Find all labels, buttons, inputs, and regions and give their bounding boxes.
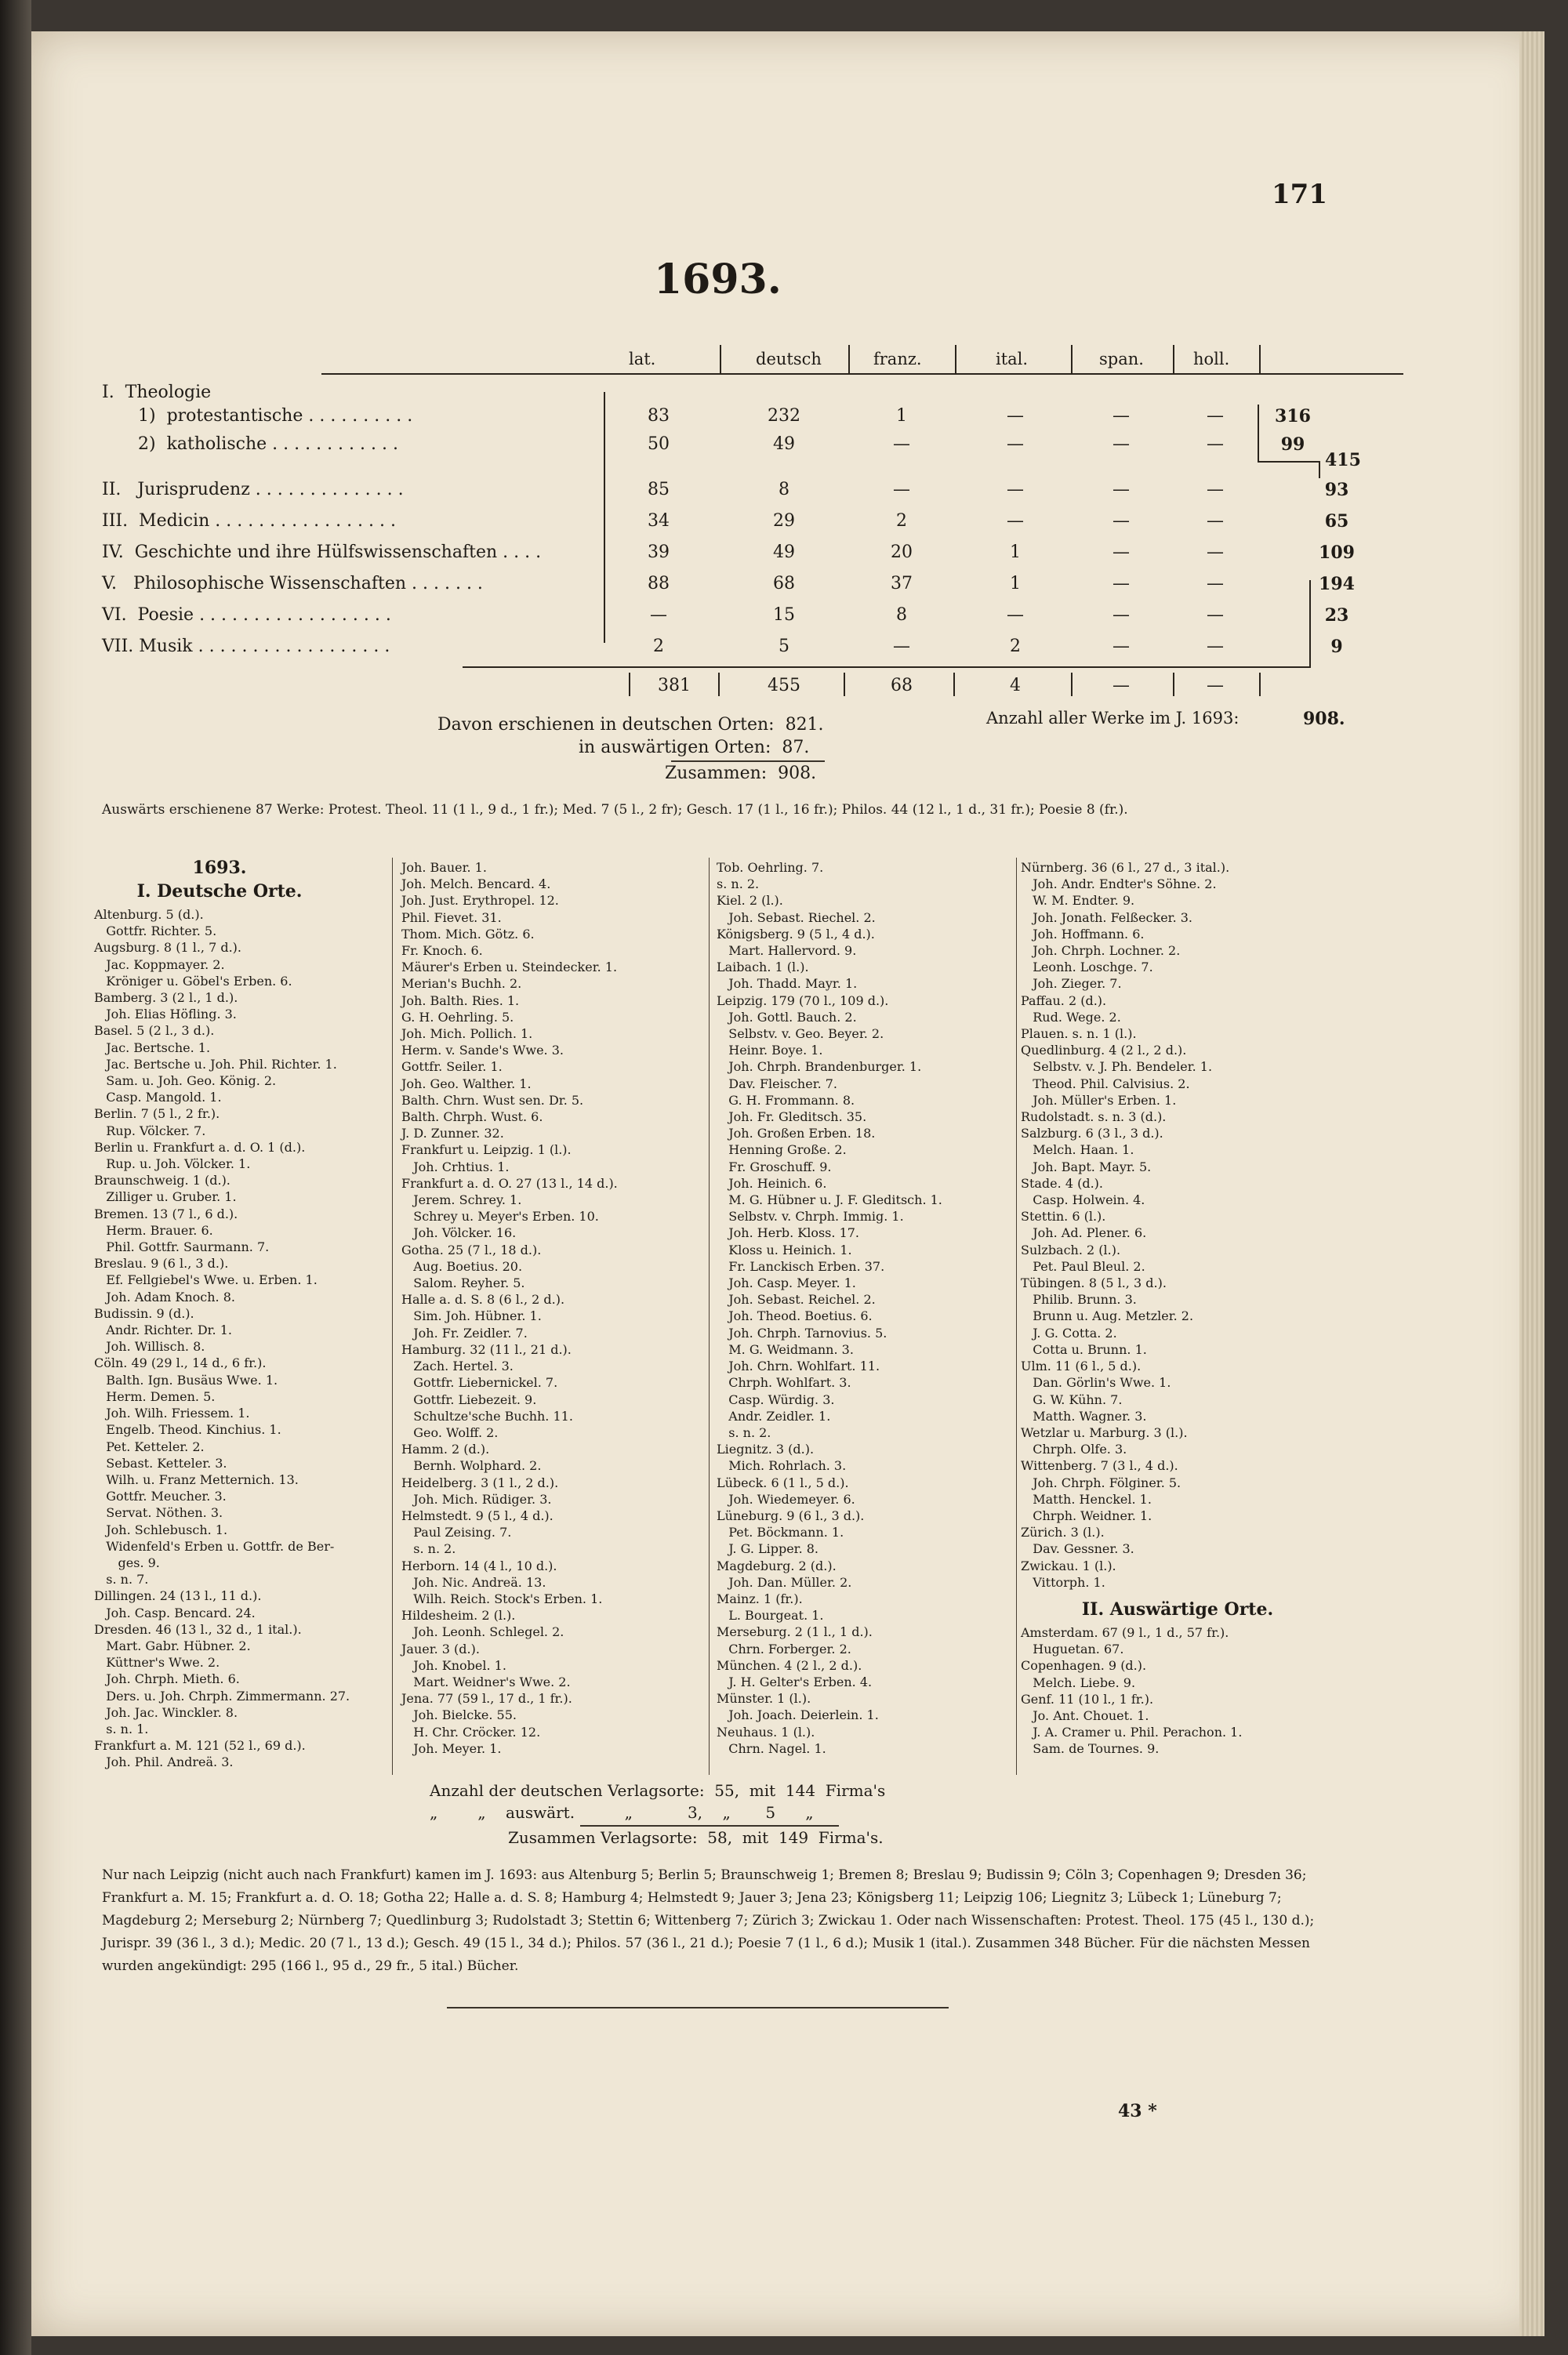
list-item: Mart. Weidner's Wwe. 2.	[401, 1674, 571, 1689]
total-works-value: 908.	[1303, 709, 1345, 729]
list-item: Wittenberg. 7 (3 l., 4 d.).	[1021, 1458, 1178, 1474]
list-item: Joh. Chrph. Fölginer. 5.	[1021, 1475, 1181, 1490]
list-item: Augsburg. 8 (1 l., 7 d.).	[94, 940, 241, 956]
list-item: Joh. Gottl. Bauch. 2.	[717, 1009, 857, 1025]
list-item: Joh. Fr. Gleditsch. 35.	[717, 1109, 867, 1125]
list-item: Herm. Brauer. 6.	[94, 1222, 213, 1238]
list-item: Gottfr. Richter. 5.	[94, 923, 217, 939]
list-item: Joh. Bapt. Mayr. 5.	[1021, 1159, 1152, 1174]
publishers-summary-3: Zusammen Verlagsorte: 58, mit 149 Firma's.	[508, 1828, 884, 1847]
list-item: Mainz. 1 (fr.).	[717, 1591, 803, 1606]
list-item: Zilliger u. Gruber. 1.	[94, 1189, 237, 1205]
list-item: Joh. Chrph. Lochner. 2.	[1021, 943, 1181, 959]
list-item: Bremen. 13 (7 l., 6 d.).	[94, 1206, 238, 1221]
list-item: Breslau. 9 (6 l., 3 d.).	[94, 1256, 229, 1272]
list-item: Joh. Herb. Kloss. 17.	[717, 1225, 860, 1241]
book-gutter	[0, 0, 31, 2355]
list-item: Berlin u. Frankfurt a. d. O. 1 (d.).	[94, 1139, 306, 1155]
list-item: Cöln. 49 (29 l., 14 d., 6 fr.).	[94, 1355, 267, 1371]
list-item: Schultze'sche Buchh. 11.	[401, 1408, 573, 1424]
list-item: Magdeburg. 2 (d.).	[717, 1558, 837, 1573]
table-row: 1) protestantische . . . . . . . . . . 83 232 1 — — — 316	[138, 406, 1311, 426]
list-item: Dav. Fleischer. 7.	[717, 1076, 838, 1091]
list-item: Königsberg. 9 (5 l., 4 d.).	[717, 926, 875, 942]
list-item: Quedlinburg. 4 (2 l., 2 d.).	[1021, 1043, 1187, 1058]
list-item: J. G. Cotta. 2.	[1021, 1325, 1117, 1341]
list-item: Joh. Jac. Winckler. 8.	[94, 1704, 238, 1720]
list-item: Melch. Haan. 1.	[1021, 1142, 1134, 1158]
table-row: IV. Geschichte und ihre Hülfswissenschaften . . . . 39 49 20 1 — — 109	[102, 542, 1355, 563]
list-item: Münster. 1 (l.).	[717, 1691, 811, 1707]
list-item: Servat. Nöthen. 3.	[94, 1505, 223, 1521]
list-item: G. H. Oehrling. 5.	[401, 1009, 514, 1025]
list-item: Genf. 11 (10 l., 1 fr.).	[1021, 1691, 1154, 1707]
list-item: Geo. Wolff. 2.	[401, 1424, 499, 1440]
list-item: Stade. 4 (d.).	[1021, 1175, 1103, 1191]
list-item: Tübingen. 8 (5 l., 3 d.).	[1021, 1275, 1167, 1291]
list-item: Joh. Sebast. Riechel. 2.	[717, 909, 876, 925]
list-item: Plauen. s. n. 1 (l.).	[1021, 1026, 1137, 1042]
table-row: VI. Poesie . . . . . . . . . . . . . . . . . . — 15 8 — — — 23	[102, 605, 1349, 626]
list-item: Ders. u. Joh. Chrph. Zimmermann. 27.	[94, 1688, 350, 1704]
list-item: J. G. Lipper. 8.	[717, 1541, 819, 1557]
list-item: Paul Zeising. 7.	[401, 1525, 512, 1540]
list-item: Frankfurt a. d. O. 27 (13 l., 14 d.).	[401, 1175, 618, 1191]
list-item: Balth. Chrph. Wust. 6.	[401, 1109, 543, 1125]
list-item: Ulm. 11 (6 l., 5 d.).	[1021, 1359, 1142, 1374]
list-item: Joh. Chrph. Mieth. 6.	[94, 1671, 240, 1687]
publishers-summary-2: „ „ auswärt. „ 3, „ 5 „	[430, 1803, 814, 1822]
list-item: Laibach. 1 (l.).	[717, 960, 809, 975]
list-item: Joh. Chrph. Brandenburger. 1.	[717, 1059, 922, 1075]
list-item: Philib. Brunn. 3.	[1021, 1292, 1137, 1308]
list-item: Tob. Oehrling. 7.	[717, 860, 824, 875]
page-number: 171	[1272, 179, 1327, 210]
signature-mark: 43 *	[1118, 2101, 1157, 2121]
list-item: Joh. Ad. Plener. 6.	[1021, 1225, 1147, 1241]
list-item: Fr. Knoch. 6.	[401, 943, 483, 959]
list-item: Nürnberg. 36 (6 l., 27 d., 3 ital.).	[1021, 860, 1230, 875]
list-item: Heinr. Boye. 1.	[717, 1043, 823, 1058]
list-item: M. G. Weidmann. 3.	[717, 1341, 854, 1357]
list-item: Pet. Paul Bleul. 2.	[1021, 1258, 1145, 1274]
summary-line-3: Zusammen: 908.	[665, 764, 817, 783]
list-item: s. n. 2.	[717, 876, 760, 892]
table-row: III. Medicin . . . . . . . . . . . . . . . . . 34 29 2 — — — 65	[102, 511, 1349, 532]
list-item: Chrph. Olfe. 3.	[1021, 1442, 1127, 1457]
column-1	[94, 906, 350, 1771]
list-item: Joh. Melch. Bencard. 4.	[401, 876, 551, 892]
list-item: Halle a. d. S. 8 (6 l., 2 d.).	[401, 1292, 565, 1308]
list-item: s. n. 2.	[401, 1541, 456, 1557]
list-item: Heidelberg. 3 (1 l., 2 d.).	[401, 1475, 559, 1490]
bottom-rule	[447, 2007, 949, 2008]
list-item: Joh. Casp. Meyer. 1.	[717, 1275, 856, 1291]
list-item: G. H. Frommann. 8.	[717, 1092, 855, 1108]
list-item: Joh. Müller's Erben. 1.	[1021, 1092, 1177, 1108]
list-item: Joh. Phil. Andreä. 3.	[94, 1754, 234, 1770]
list-item: Gotha. 25 (7 l., 18 d.).	[401, 1242, 542, 1257]
list-item: Joh. Leonh. Schlegel. 2.	[401, 1624, 564, 1640]
list-item: Stettin. 6 (l.).	[1021, 1209, 1106, 1225]
column-header-deutsch: deutsch	[756, 350, 822, 368]
list-item: Joh. Schlebusch. 1.	[94, 1522, 228, 1537]
list-item: Jac. Koppmayer. 2.	[94, 956, 225, 972]
list-item: Rup. u. Joh. Völcker. 1.	[94, 1156, 251, 1172]
list-item: Kiel. 2 (l.).	[717, 893, 783, 909]
list-item: Engelb. Theod. Kinchius. 1.	[94, 1422, 281, 1438]
list-item: Mart. Gabr. Hübner. 2.	[94, 1638, 251, 1653]
list-item: Chrph. Weidner. 1.	[1021, 1508, 1152, 1523]
list-item: Selbstv. v. Geo. Beyer. 2.	[717, 1026, 884, 1042]
list-item: s. n. 7.	[94, 1572, 149, 1588]
list-item: Mäurer's Erben u. Steindecker. 1.	[401, 960, 618, 975]
list-item: Joh. Adam Knoch. 8.	[94, 1289, 235, 1305]
list-item: Basel. 5 (2 l., 3 d.).	[94, 1023, 215, 1039]
total-works-label: Anzahl aller Werke im J. 1693:	[986, 709, 1240, 728]
list-item: Sam. u. Joh. Geo. König. 2.	[94, 1073, 277, 1089]
list-item: W. M. Endter. 9.	[1021, 893, 1135, 909]
section-theologie: I. Theologie	[102, 383, 212, 402]
list-item: M. G. Hübner u. J. F. Gleditsch. 1.	[717, 1192, 942, 1208]
list-item: Wilh. Reich. Stock's Erben. 1.	[401, 1591, 603, 1606]
list-item: München. 4 (2 l., 2 d.).	[717, 1657, 862, 1673]
list-item: H. Chr. Cröcker. 12.	[401, 1724, 541, 1740]
list-item: Joh. Knobel. 1.	[401, 1657, 506, 1673]
list-item: Huguetan. 67.	[1021, 1642, 1124, 1657]
list-item: Joh. Meyer. 1.	[401, 1740, 502, 1756]
list-item: Matth. Wagner. 3.	[1021, 1408, 1147, 1424]
list-item: Kloss u. Heinich. 1.	[717, 1242, 852, 1257]
list-item: Joh. Thadd. Mayr. 1.	[717, 976, 858, 992]
list-item: Phil. Fievet. 31.	[401, 909, 502, 925]
list-item: Cotta u. Brunn. 1.	[1021, 1341, 1147, 1357]
list-item: Chrph. Wohlfart. 3.	[717, 1375, 851, 1391]
list-item: Hildesheim. 2 (l.).	[401, 1608, 516, 1624]
list-item: Joh. Theod. Boetius. 6.	[717, 1308, 873, 1324]
column4-heading-foreign: II. Auswärtige Orte.	[1081, 1599, 1274, 1620]
list-item: Zach. Hertel. 3.	[401, 1359, 514, 1374]
list-item: Joh. Völcker. 16.	[401, 1225, 517, 1241]
list-item: Leipzig. 179 (70 l., 109 d.).	[717, 992, 889, 1008]
foreign-works-note: Auswärts erschienene 87 Werke: Protest. Theol. 11 (1 l., 9 d., 1 fr.); Med. 7 (5 l., 2 fr); Gesch. 17 (1 l., 16 fr.); Philos. 44 (12 l., 1 d., 31 fr.); Poesie 8 (fr.).	[102, 802, 1128, 818]
list-item: Joh. Andr. Endter's Söhne. 2.	[1021, 876, 1217, 892]
column-4	[1021, 859, 1229, 1591]
list-item: Joh. Jonath. Felßecker. 3.	[1021, 909, 1192, 925]
list-item: Phil. Gottfr. Saurmann. 7.	[94, 1239, 270, 1255]
list-item: G. W. Kühn. 7.	[1021, 1392, 1123, 1407]
list-item: Altenburg. 5 (d.).	[94, 907, 204, 922]
list-item: Liegnitz. 3 (d.).	[717, 1442, 815, 1457]
list-item: Vittorph. 1.	[1021, 1574, 1105, 1590]
list-item: Mich. Rohrlach. 3.	[717, 1458, 847, 1474]
list-item: Jo. Ant. Chouet. 1.	[1021, 1708, 1149, 1724]
list-item: Joh. Bielcke. 55.	[401, 1707, 517, 1723]
list-item: Leonh. Loschge. 7.	[1021, 960, 1153, 975]
list-item: Rup. Völcker. 7.	[94, 1123, 206, 1138]
list-item: Melch. Liebe. 9.	[1021, 1675, 1136, 1690]
list-item: Ef. Fellgiebel's Wwe. u. Erben. 1.	[94, 1272, 318, 1288]
list-item: Hamm. 2 (d.).	[401, 1442, 490, 1457]
list-item: Thom. Mich. Götz. 6.	[401, 926, 535, 942]
list-item: Andr. Zeidler. 1.	[717, 1408, 831, 1424]
list-item: Salom. Reyher. 5.	[401, 1275, 525, 1291]
list-item: Casp. Würdig. 3.	[717, 1392, 835, 1407]
table-row: 2) katholische . . . . . . . . . . . . 50 49 — — — — 99	[138, 434, 1305, 455]
list-item: Balth. Ign. Busäus Wwe. 1.	[94, 1372, 278, 1388]
list-item: Rud. Wege. 2.	[1021, 1009, 1121, 1025]
list-item: Gottfr. Meucher. 3.	[94, 1489, 227, 1504]
list-item: Joh. Chrph. Tarnovius. 5.	[717, 1325, 887, 1341]
list-item: Salzburg. 6 (3 l., 3 d.).	[1021, 1126, 1163, 1141]
list-item: Selbstv. v. Chrph. Immig. 1.	[717, 1209, 904, 1225]
list-item: Jauer. 3 (d.).	[401, 1641, 480, 1656]
column1-year: 1693.	[192, 858, 247, 878]
list-item: Joh. Joach. Deierlein. 1.	[717, 1707, 879, 1723]
list-item: Herm. Demen. 5.	[94, 1388, 216, 1404]
year-heading: 1693.	[654, 256, 782, 303]
list-item: Joh. Mich. Rüdiger. 3.	[401, 1491, 552, 1507]
list-item: Dan. Görlin's Wwe. 1.	[1021, 1375, 1171, 1391]
list-item: Mart. Hallervord. 9.	[717, 943, 857, 959]
list-item: Andr. Richter. Dr. 1.	[94, 1323, 232, 1338]
list-item: Dresden. 46 (13 l., 32 d., 1 ital.).	[94, 1621, 302, 1637]
list-item: Merseburg. 2 (1 l., 1 d.).	[717, 1624, 873, 1640]
list-item: Henning Große. 2.	[717, 1142, 847, 1158]
list-item: Pet. Ketteler. 2.	[94, 1439, 205, 1454]
list-item: Hamburg. 32 (11 l., 21 d.).	[401, 1341, 572, 1357]
list-item: Joh. Großen Erben. 18.	[717, 1126, 876, 1141]
list-item: Joh. Nic. Andreä. 13.	[401, 1574, 546, 1590]
list-item: Herm. v. Sande's Wwe. 3.	[401, 1043, 564, 1058]
list-item: ges. 9.	[94, 1555, 160, 1570]
list-item: Frankfurt u. Leipzig. 1 (l.).	[401, 1142, 572, 1158]
list-item: Jerem. Schrey. 1.	[401, 1192, 522, 1208]
totals-row: 381 455 68 4 — —	[102, 676, 1356, 704]
column-2	[401, 859, 618, 1757]
list-item: Joh. Bauer. 1.	[401, 860, 487, 875]
table-row: II. Jurisprudenz . . . . . . . . . . . . . . 85 8 — — — — 93	[102, 480, 1349, 500]
list-item: Joh. Fr. Zeidler. 7.	[401, 1325, 528, 1341]
list-item: Budissin. 9 (d.).	[94, 1305, 194, 1321]
column1-heading: I. Deutsche Orte.	[136, 881, 303, 902]
column-header-lat: lat.	[629, 350, 656, 368]
list-item: Joh. Willisch. 8.	[94, 1339, 205, 1355]
list-item: Chrn. Nagel. 1.	[717, 1740, 826, 1756]
list-item: Joh. Zieger. 7.	[1021, 976, 1122, 992]
list-item: Sim. Joh. Hübner. 1.	[401, 1308, 542, 1324]
leipzig-footnote: Nur nach Leipzig (nicht auch nach Frankfurt) kamen im J. 1693: aus Altenburg 5; Berlin 5; Braunschweig 1; Bremen 8; Breslau 9; Budissin 9; Cöln 3; Copenhagen 9; Dresden 36; Frankfurt a. M. 15; Frankfurt a. d. O. 18; Gotha 22; Halle a. d. S. 8; Hamburg 4; Helmstedt 9; Jauer 3; Jena 23; Königsberg 11; Leipzig 106; Liegnitz 3; Lübeck 1; Lüneburg 7; Magdeburg 2; Merseburg 2; Nürnberg 7; Quedlinburg 3; Rudolstadt 3; Stettin 6; Wittenberg 7; Zürich 3; Zwickau 1. Oder nach Wissenschaften: Protest. Theol. 175 (45 l., 130 d.); Jurispr. 39 (36 l., 3 d.); Medic. 20 (7 l., 13 d.); Gesch. 49 (15 l., 34 d.); Philos. 57 (36 l., 21 d.); Poesie 7 (1 l., 6 d.); Musik 1 (ital.). Zusammen 348 Bücher. Für die nächsten Messen wurden angekündigt: 295 (166 l., 95 d., 29 fr., 5 ital.) Bücher.	[102, 1867, 1315, 1974]
list-item: Balth. Chrn. Wust sen. Dr. 5.	[401, 1092, 584, 1108]
list-item: Brunn u. Aug. Metzler. 2.	[1021, 1308, 1194, 1324]
column-header-ital: ital.	[996, 350, 1029, 368]
list-item: J. D. Zunner. 32.	[401, 1126, 504, 1141]
list-item: Dillingen. 24 (13 l., 11 d.).	[94, 1588, 262, 1604]
list-item: Joh. Chrn. Wohlfart. 11.	[717, 1359, 880, 1374]
summary-line-1: Davon erschienen in deutschen Orten: 821.	[437, 715, 824, 735]
list-item: Widenfeld's Erben u. Gottfr. de Ber-	[94, 1538, 335, 1554]
table-top-rule	[321, 373, 1403, 375]
list-item: Neuhaus. 1 (l.).	[717, 1724, 815, 1740]
totals-rule	[463, 666, 1309, 668]
list-item: Joh. Elias Höfling. 3.	[94, 1007, 237, 1022]
list-item: s. n. 1.	[94, 1721, 149, 1736]
list-item: Joh. Casp. Bencard. 24.	[94, 1605, 256, 1620]
list-item: Küttner's Wwe. 2.	[94, 1655, 220, 1671]
list-item: Joh. Balth. Ries. 1.	[401, 992, 520, 1008]
list-item: Joh. Wilh. Friessem. 1.	[94, 1406, 250, 1421]
list-item: Gottfr. Liebernickel. 7.	[401, 1375, 558, 1391]
list-item: Sebast. Ketteler. 3.	[94, 1455, 227, 1471]
list-item: Wetzlar u. Marburg. 3 (l.).	[1021, 1424, 1188, 1440]
list-item: Matth. Henckel. 1.	[1021, 1491, 1152, 1507]
list-item: Gottfr. Liebezeit. 9.	[401, 1392, 537, 1407]
list-item: Fr. Lanckisch Erben. 37.	[717, 1258, 885, 1274]
list-item: Schrey u. Meyer's Erben. 10.	[401, 1209, 599, 1225]
list-item: Bamberg. 3 (2 l., 1 d.).	[94, 990, 238, 1006]
list-item: Joh. Sebast. Reichel. 2.	[717, 1292, 876, 1308]
list-item: Joh. Dan. Müller. 2.	[717, 1574, 852, 1590]
list-item: Bernh. Wolphard. 2.	[401, 1458, 542, 1474]
list-item: Dav. Gessner. 3.	[1021, 1541, 1134, 1557]
list-item: Jac. Bertsche. 1.	[94, 1040, 211, 1055]
list-item: Kröniger u. Göbel's Erben. 6.	[94, 973, 292, 989]
table-row: VII. Musik . . . . . . . . . . . . . . . . . . 2 5 — 2 — — 9	[102, 637, 1343, 657]
column-header-holl: holl.	[1193, 350, 1230, 368]
list-item: Amsterdam. 67 (9 l., 1 d., 57 fr.).	[1021, 1625, 1229, 1640]
list-item: Paffau. 2 (d.).	[1021, 992, 1107, 1008]
page-edge	[1519, 31, 1544, 2336]
list-item: Casp. Mangold. 1.	[94, 1090, 222, 1105]
list-item: Fr. Groschuff. 9.	[717, 1159, 832, 1174]
list-item: Aug. Boetius. 20.	[401, 1258, 523, 1274]
list-item: J. H. Gelter's Erben. 4.	[717, 1674, 873, 1689]
list-item: Joh. Mich. Pollich. 1.	[401, 1026, 533, 1042]
list-item: Joh. Just. Erythropel. 12.	[401, 893, 559, 909]
list-item: Joh. Heinich. 6.	[717, 1175, 827, 1191]
list-item: Sulzbach. 2 (l.).	[1021, 1242, 1121, 1257]
table-row: V. Philosophische Wissenschaften . . . . . . . 88 68 37 1 — — 194	[102, 574, 1355, 594]
list-item: Joh. Crhtius. 1.	[401, 1159, 510, 1174]
list-item: Helmstedt. 9 (5 l., 4 d.).	[401, 1508, 554, 1523]
list-item: Theod. Phil. Calvisius. 2.	[1021, 1076, 1190, 1091]
list-item: Berlin. 7 (5 l., 2 fr.).	[94, 1106, 220, 1122]
column-header-span: span.	[1099, 350, 1144, 368]
list-item: Braunschweig. 1 (d.).	[94, 1173, 230, 1188]
theology-total: 415	[1325, 450, 1361, 470]
list-item: J. A. Cramer u. Phil. Perachon. 1.	[1021, 1725, 1243, 1740]
list-item: Jac. Bertsche u. Joh. Phil. Richter. 1.	[94, 1056, 337, 1072]
list-item: Lüneburg. 9 (6 l., 3 d.).	[717, 1508, 865, 1523]
list-item: Copenhagen. 9 (d.).	[1021, 1658, 1147, 1674]
list-item: Joh. Hoffmann. 6.	[1021, 926, 1145, 942]
list-item: s. n. 2.	[717, 1424, 771, 1440]
publishers-summary-1: Anzahl der deutschen Verlagsorte: 55, mit 144 Firma's	[430, 1781, 886, 1800]
list-item: Zürich. 3 (l.).	[1021, 1525, 1105, 1540]
list-item: Gottfr. Seiler. 1.	[401, 1059, 503, 1075]
list-item: Zwickau. 1 (l.).	[1021, 1558, 1116, 1573]
list-item: Casp. Holwein. 4.	[1021, 1192, 1145, 1208]
list-item: Selbstv. v. J. Ph. Bendeler. 1.	[1021, 1059, 1213, 1075]
list-item: Jena. 77 (59 l., 17 d., 1 fr.).	[401, 1691, 572, 1707]
list-item: Merian's Buchh. 2.	[401, 976, 522, 992]
column-3	[717, 859, 942, 1757]
page	[31, 31, 1544, 2336]
column-header-franz: franz.	[873, 350, 922, 368]
list-item: Sam. de Tournes. 9.	[1021, 1741, 1160, 1757]
column-4-foreign	[1021, 1624, 1242, 1758]
list-item: Herborn. 14 (4 l., 10 d.).	[401, 1558, 557, 1573]
list-item: Joh. Wiedemeyer. 6.	[717, 1491, 855, 1507]
list-item: Rudolstadt. s. n. 3 (d.).	[1021, 1109, 1167, 1125]
list-item: L. Bourgeat. 1.	[717, 1608, 824, 1624]
list-item: Pet. Böckmann. 1.	[717, 1525, 844, 1540]
list-item: Frankfurt a. M. 121 (52 l., 69 d.).	[94, 1738, 306, 1754]
list-item: Joh. Geo. Walther. 1.	[401, 1076, 532, 1091]
list-item: Wilh. u. Franz Metternich. 13.	[94, 1471, 299, 1487]
summary-line-2: in auswärtigen Orten: 87.	[579, 738, 810, 757]
list-item: Lübeck. 6 (1 l., 5 d.).	[717, 1475, 849, 1490]
list-item: Chrn. Forberger. 2.	[717, 1641, 851, 1656]
